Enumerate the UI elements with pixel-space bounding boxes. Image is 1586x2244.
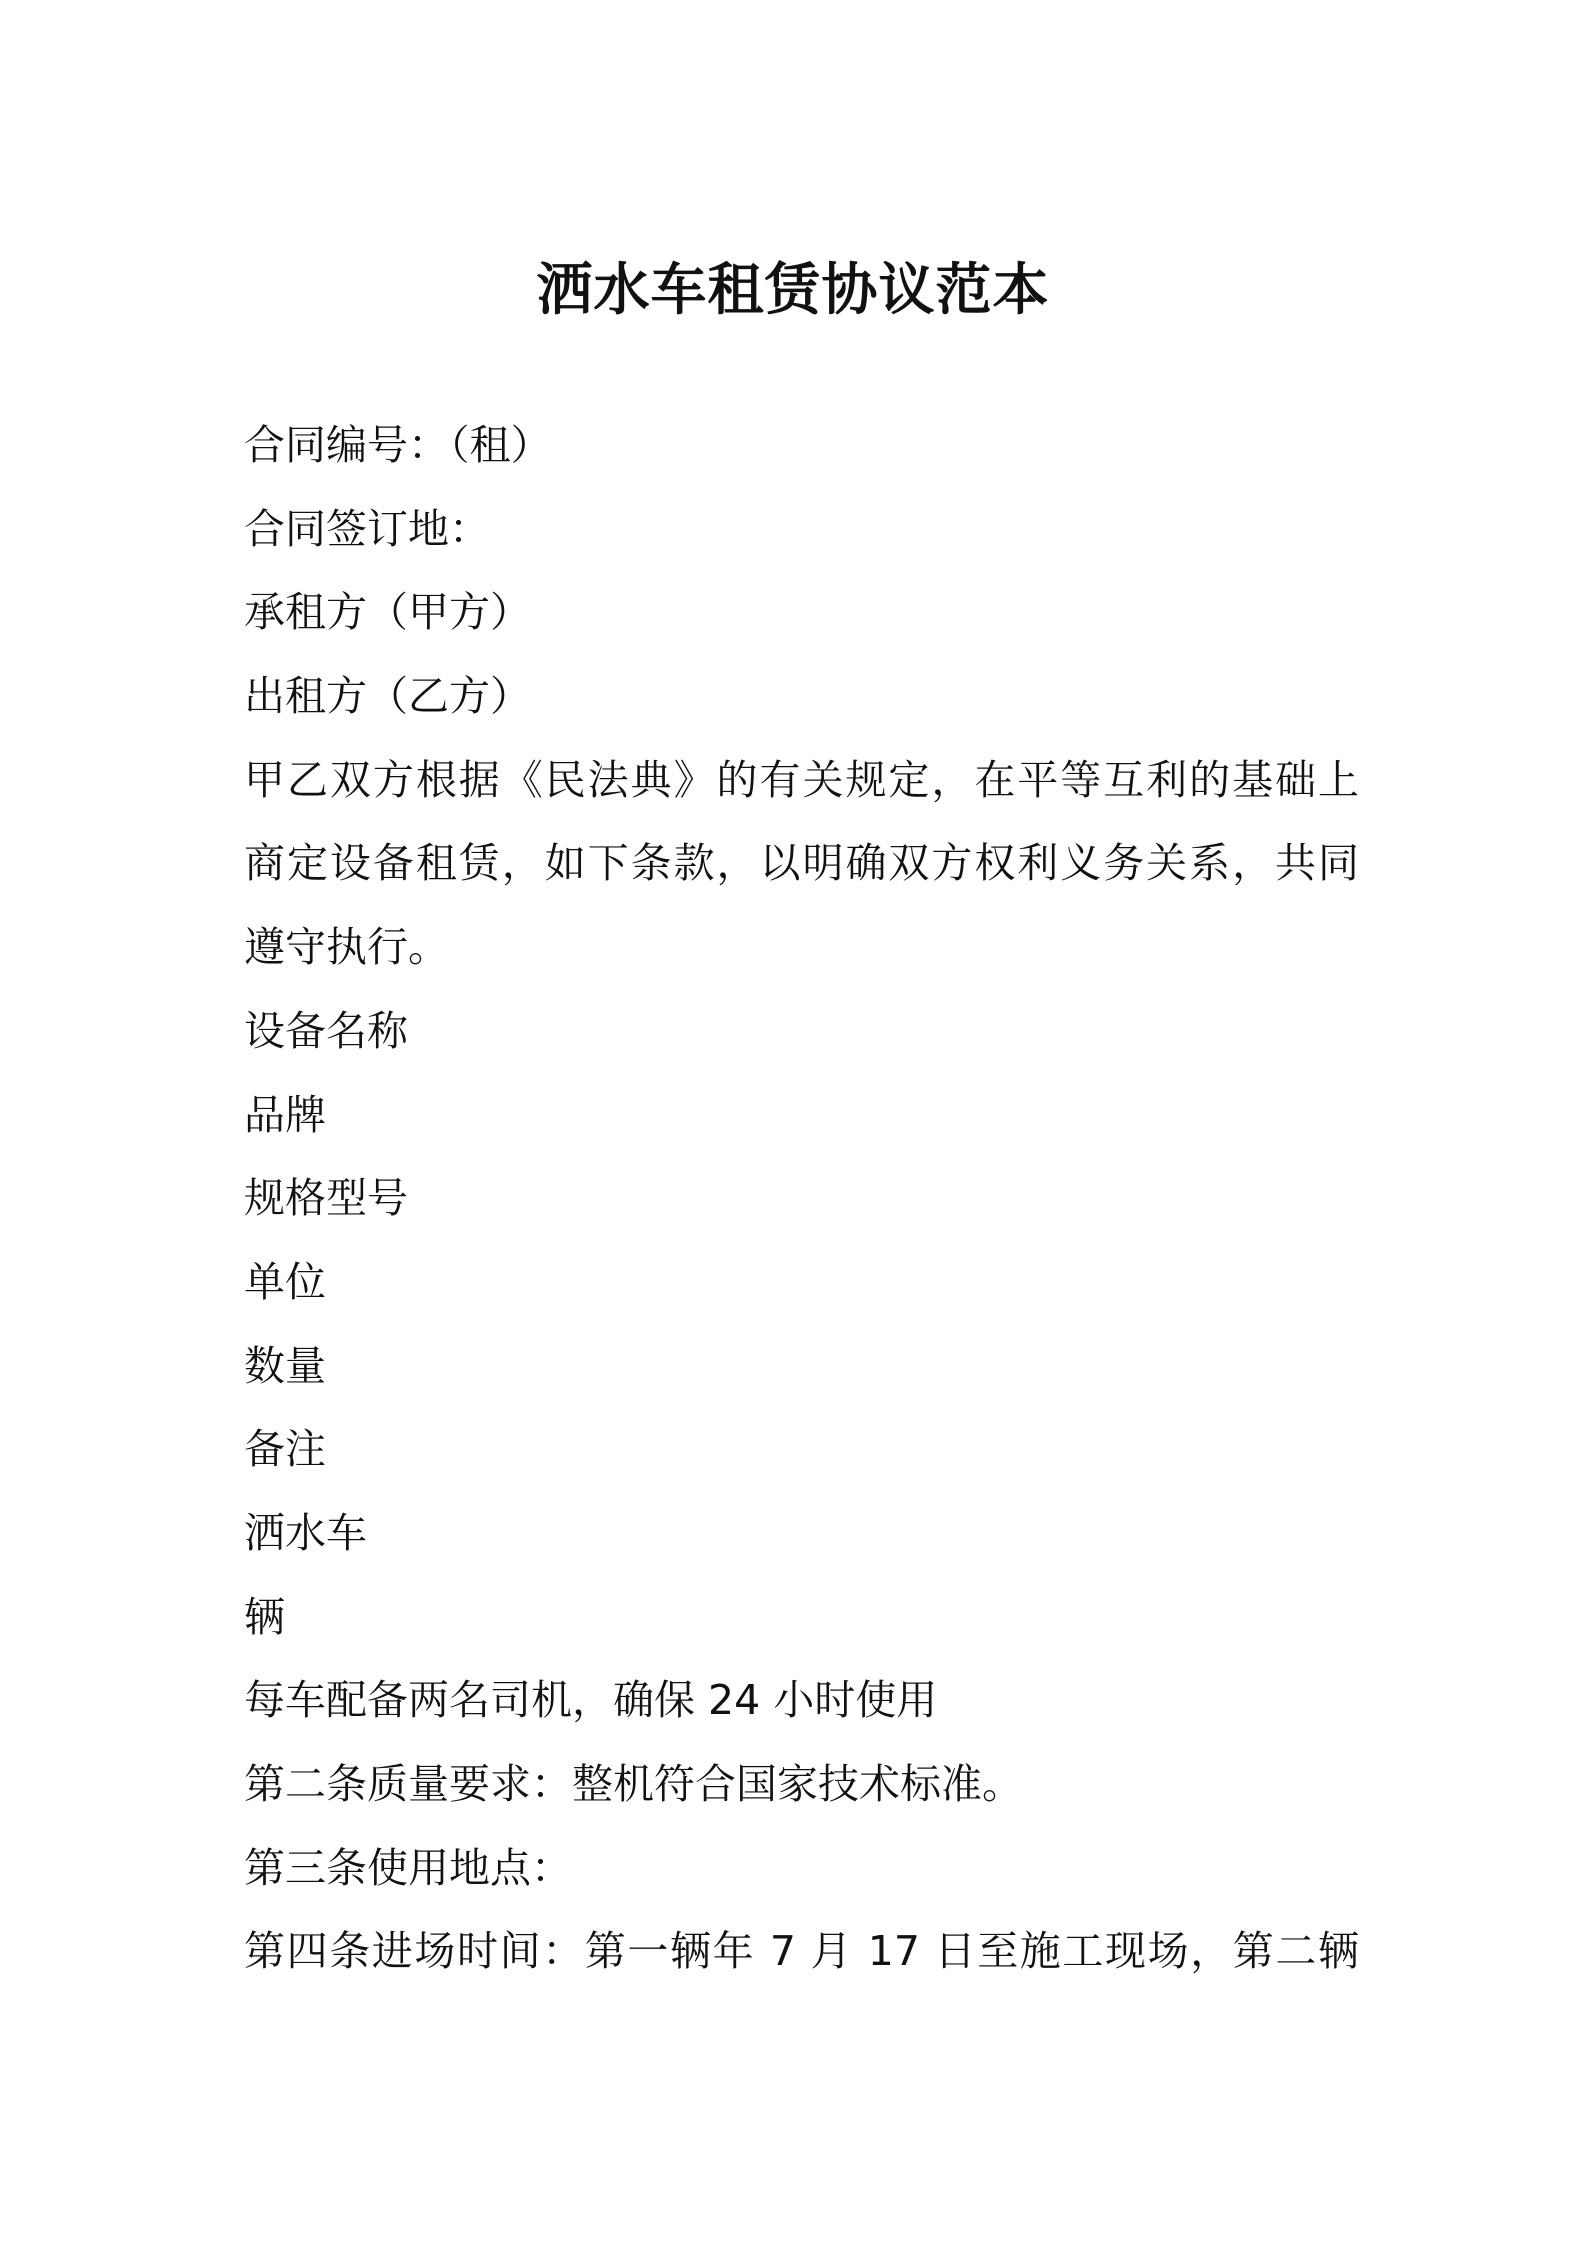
preamble-line-2: 商定设备租赁，如下条款，以明确双方权利义务关系，共同 (244, 839, 1359, 888)
signing-place-line: 合同签订地： (244, 504, 490, 553)
clause-4-entry-time: 第四条进场时间：第一辆年 7 月 17 日至施工现场，第二辆 (244, 1927, 1359, 1976)
field-quantity: 数量 (244, 1341, 326, 1390)
field-equipment-name: 设备名称 (244, 1006, 408, 1055)
lessor-line: 出租方（乙方） (244, 672, 531, 721)
clause-3-location: 第三条使用地点： (244, 1843, 572, 1892)
clause-2-quality: 第二条质量要求：整机符合国家技术标准。 (244, 1760, 1023, 1808)
lessee-line: 承租方（甲方） (244, 588, 531, 637)
field-unit: 单位 (244, 1257, 326, 1306)
preamble-line-1: 甲乙双方根据《民法典》的有关规定，在平等互利的基础上 (244, 755, 1359, 804)
document-title: 洒水车租赁协议范本 (536, 258, 1050, 323)
preamble-line-3: 遵守执行。 (244, 923, 449, 972)
value-remarks: 每车配备两名司机，确保 24 小时使用 (244, 1676, 938, 1725)
field-brand: 品牌 (244, 1090, 326, 1139)
document-body (244, 404, 1359, 1994)
contract-number-line: 合同编号：（租） (244, 421, 552, 469)
field-remarks: 备注 (244, 1425, 326, 1474)
field-model: 规格型号 (244, 1174, 408, 1223)
value-equipment-name: 洒水车 (244, 1508, 367, 1557)
value-unit: 辆 (244, 1592, 285, 1641)
